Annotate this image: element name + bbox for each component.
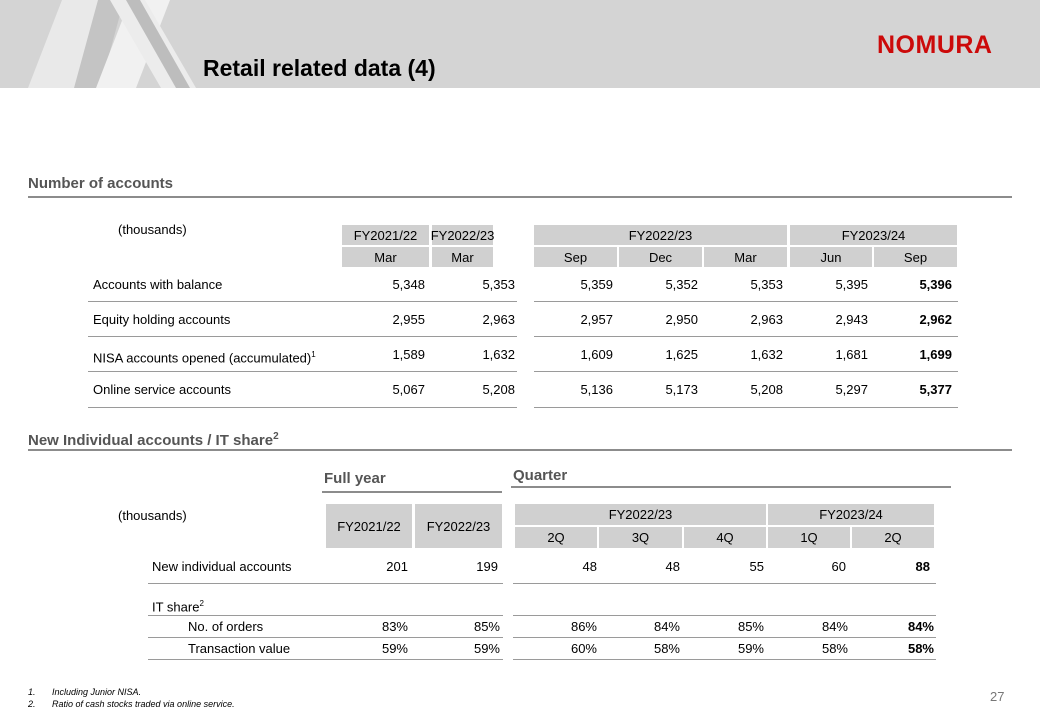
footnote-marker: 2	[273, 431, 279, 442]
unit-label: (thousands)	[118, 222, 187, 237]
row-divider	[534, 407, 958, 408]
row-label: New individual accounts	[152, 559, 292, 574]
page-number: 27	[990, 689, 1005, 704]
row-label	[93, 347, 316, 366]
column-header: 4Q	[684, 527, 766, 548]
column-header: Dec	[619, 247, 702, 267]
table-cell: 59%	[737, 641, 764, 656]
table-cell-latest: 88	[915, 559, 930, 574]
table-cell: 48	[582, 559, 597, 574]
table-cell: 5,297	[835, 382, 868, 397]
column-header: 1Q	[768, 527, 850, 548]
column-header: 2Q	[515, 527, 597, 548]
table-cell: 5,208	[482, 382, 515, 397]
table-cell: 85%	[473, 619, 500, 634]
full-year-label: Full year	[324, 470, 386, 487]
row-divider	[534, 301, 958, 302]
row-divider	[88, 301, 517, 302]
column-header: FY2022/23	[415, 504, 502, 548]
table-cell: 1,589	[392, 347, 425, 362]
table-cell: 5,395	[835, 277, 868, 292]
footnote-text: Including Junior NISA.	[52, 687, 142, 697]
row-divider	[88, 371, 517, 372]
footnote-marker: 2	[199, 599, 204, 608]
unit-label: (thousands)	[118, 508, 187, 523]
table-cell: 58%	[821, 641, 848, 656]
table-cell: 5,136	[580, 382, 613, 397]
row-divider	[148, 637, 503, 638]
table-cell: 5,352	[665, 277, 698, 292]
table-cell: 48	[665, 559, 680, 574]
table-cell-latest: 58%	[907, 641, 934, 656]
section-title-new-accounts	[28, 427, 279, 451]
table-cell-latest: 5,377	[919, 382, 952, 397]
quarter-label: Quarter	[513, 467, 568, 484]
table-cell-latest: 2,962	[919, 312, 952, 327]
row-label	[152, 596, 204, 615]
column-group-header: FY2021/22	[342, 225, 429, 245]
it-share-label: IT share	[152, 599, 200, 615]
column-group-header: FY2022/23	[432, 225, 493, 245]
section-title-text: New Individual accounts / IT share	[28, 432, 274, 449]
table-cell: 59%	[381, 641, 408, 656]
row-divider	[513, 659, 936, 660]
row-divider	[513, 637, 936, 638]
table-cell: 5,173	[665, 382, 698, 397]
column-header: FY2021/22	[326, 504, 412, 548]
table-cell: 60	[831, 559, 846, 574]
table-cell: 85%	[737, 619, 764, 634]
footnote-text: Ratio of cash stocks traded via online service.	[52, 699, 235, 709]
table-cell: 84%	[821, 619, 848, 634]
table-cell: 2,950	[665, 312, 698, 327]
table-cell: 84%	[653, 619, 680, 634]
table-cell: 55	[749, 559, 764, 574]
column-header: Mar	[704, 247, 787, 267]
column-header: Jun	[790, 247, 872, 267]
table-cell: 58%	[653, 641, 680, 656]
quarter-underline	[511, 486, 951, 488]
table-cell: 2,963	[482, 312, 515, 327]
row-label: Transaction value	[188, 641, 291, 656]
table-cell: 2,957	[580, 312, 613, 327]
column-group-header: FY2023/24	[790, 225, 957, 245]
column-group-header: FY2022/23	[534, 225, 787, 245]
column-header: Sep	[874, 247, 957, 267]
table-cell: 60%	[570, 641, 597, 656]
row-label: Online service accounts	[93, 382, 232, 397]
table-cell: 2,963	[750, 312, 783, 327]
table-cell: 1,632	[482, 347, 515, 362]
table-cell: 2,943	[835, 312, 868, 327]
row-divider	[513, 583, 936, 584]
row-divider	[148, 659, 503, 660]
row-divider	[88, 407, 517, 408]
nomura-logo: NOMURA	[877, 31, 993, 59]
footnote-number: 2.	[28, 699, 36, 709]
row-divider	[148, 615, 503, 616]
section-divider	[28, 449, 1012, 451]
section-divider	[28, 196, 1012, 198]
row-label: No. of orders	[188, 619, 264, 634]
column-header: Sep	[534, 247, 617, 267]
footnote-number: 1.	[28, 687, 36, 697]
column-header: 3Q	[599, 527, 682, 548]
row-divider	[534, 371, 958, 372]
section-title-accounts: Number of accounts	[28, 175, 174, 192]
page-title: Retail related data (4)	[203, 55, 436, 81]
table-cell: 59%	[473, 641, 500, 656]
table-cell: 5,348	[392, 277, 425, 292]
full-year-underline	[322, 491, 502, 493]
table-cell: 2,955	[392, 312, 425, 327]
row-label: Equity holding accounts	[93, 312, 231, 327]
table-cell: 1,632	[750, 347, 783, 362]
table-cell: 199	[476, 559, 498, 574]
table-cell: 86%	[570, 619, 597, 634]
table-cell-latest: 1,699	[919, 347, 952, 362]
row-divider	[534, 336, 958, 337]
table-cell-latest: 84%	[907, 619, 934, 634]
table-cell: 5,353	[482, 277, 515, 292]
table-cell: 201	[386, 559, 408, 574]
row-divider	[88, 336, 517, 337]
row-label-text: NISA accounts opened (accumulated)	[93, 350, 312, 366]
column-group-header: FY2023/24	[768, 504, 934, 525]
table-cell: 5,067	[392, 382, 425, 397]
column-header: Mar	[342, 247, 429, 267]
table-cell: 5,208	[750, 382, 783, 397]
table-cell: 5,359	[580, 277, 613, 292]
column-group-header: FY2022/23	[515, 504, 766, 525]
table-cell: 1,609	[580, 347, 613, 362]
column-header: Mar	[432, 247, 493, 267]
table-cell: 1,681	[835, 347, 868, 362]
row-label: Accounts with balance	[93, 277, 223, 292]
table-cell-latest: 5,396	[919, 277, 952, 292]
column-header: 2Q	[852, 527, 934, 548]
table-cell: 5,353	[750, 277, 783, 292]
table-cell: 83%	[381, 619, 408, 634]
footnote-marker: 1	[311, 350, 316, 359]
row-divider	[513, 615, 936, 616]
table-cell: 1,625	[665, 347, 698, 362]
row-divider	[148, 583, 503, 584]
